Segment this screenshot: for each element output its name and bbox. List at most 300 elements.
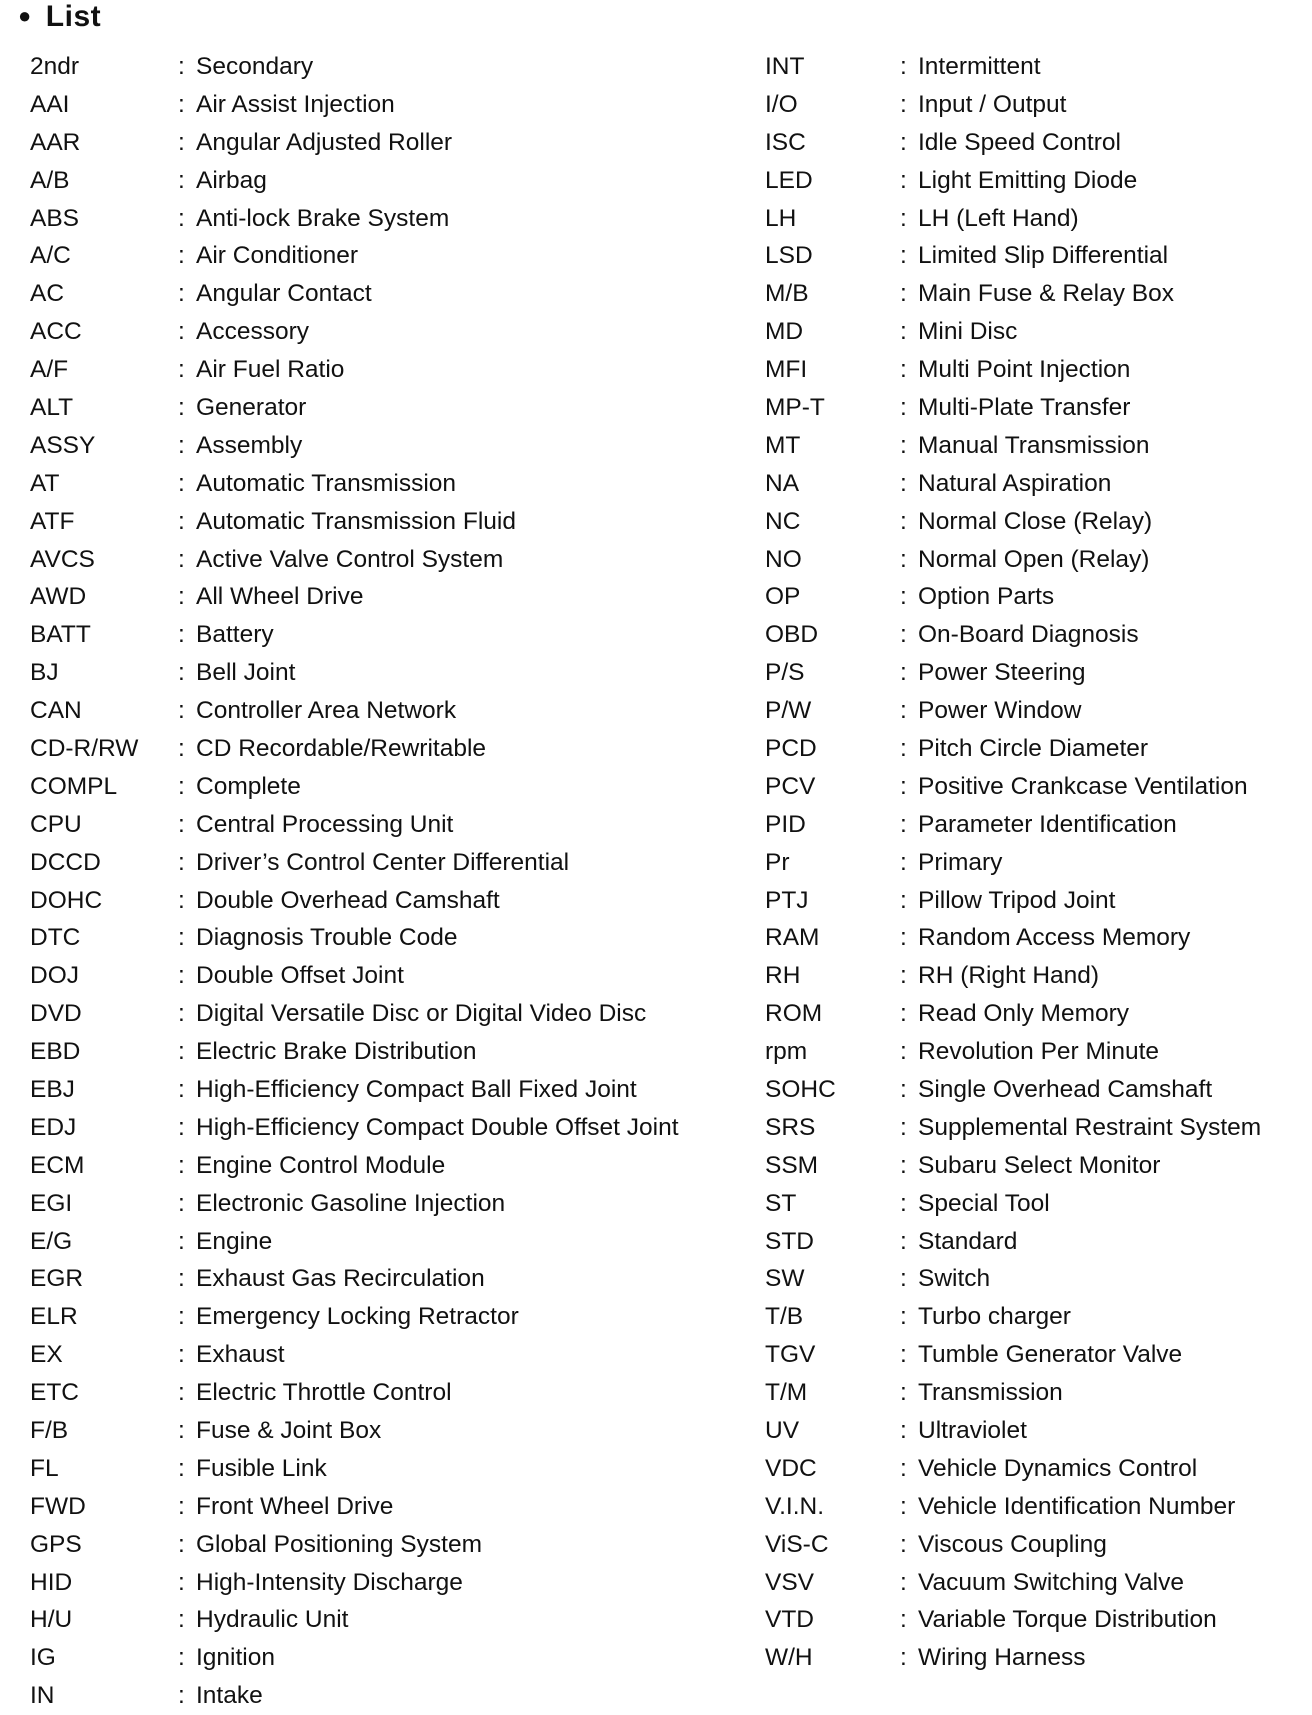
abbreviation-row: [765, 1071, 1305, 1109]
abbreviation-row: [30, 578, 730, 616]
abbreviation: INT: [765, 52, 805, 80]
abbreviation: PID: [765, 810, 806, 838]
abbreviation: NC: [765, 507, 801, 535]
separator-colon: :: [900, 1530, 907, 1558]
abbreviation-row: [30, 541, 730, 579]
definition: Electric Throttle Control: [196, 1379, 452, 1407]
definition: Airbag: [196, 166, 267, 194]
definition: Supplemental Restraint System: [918, 1113, 1262, 1141]
abbreviation-row: [765, 768, 1305, 806]
definition: Random Access Memory: [918, 924, 1191, 952]
definition: Fusible Link: [196, 1454, 327, 1482]
abbreviation: AC: [30, 280, 65, 308]
abbreviation-row: [30, 882, 730, 920]
abbreviation-row: [30, 1602, 730, 1640]
abbreviation-row: [765, 1109, 1305, 1147]
separator-colon: :: [900, 1454, 907, 1482]
abbreviation: DVD: [30, 1000, 82, 1028]
abbreviation-row: [765, 86, 1305, 124]
abbreviation-row: [765, 844, 1305, 882]
abbreviation: EBD: [30, 1038, 81, 1066]
separator-colon: :: [178, 1644, 185, 1672]
abbreviation: AT: [30, 469, 60, 497]
separator-colon: :: [178, 1341, 185, 1369]
separator-colon: :: [178, 318, 185, 346]
separator-colon: :: [900, 1417, 907, 1444]
abbreviation: F/B: [30, 1417, 69, 1444]
definition: RH (Right Hand): [918, 962, 1100, 990]
abbreviation-row: [765, 919, 1305, 957]
definition: Limited Slip Differential: [918, 242, 1169, 270]
abbreviation: STD: [765, 1227, 814, 1255]
abbreviation: ISC: [765, 128, 806, 156]
separator-colon: :: [178, 356, 185, 384]
abbreviation: Pr: [765, 848, 790, 876]
abbreviation-row: [30, 1488, 730, 1526]
separator-colon: :: [178, 1303, 185, 1331]
abbreviation: BJ: [30, 659, 59, 687]
abbreviation-row: [765, 1336, 1305, 1374]
separator-colon: :: [900, 204, 907, 232]
definition: High-Intensity Discharge: [196, 1568, 463, 1596]
definition: Idle Speed Control: [918, 128, 1121, 156]
separator-colon: :: [900, 1644, 907, 1672]
definition: Turbo charger: [918, 1303, 1071, 1331]
definition: Assembly: [196, 431, 303, 459]
separator-colon: :: [900, 1303, 907, 1331]
abbreviation-row: [30, 1336, 730, 1374]
separator-colon: :: [900, 1000, 907, 1028]
abbreviation-row: [30, 654, 730, 692]
separator-colon: :: [900, 962, 907, 990]
separator-colon: :: [178, 924, 185, 952]
abbreviation: VTD: [765, 1606, 814, 1634]
abbreviation-row: [765, 995, 1305, 1033]
abbreviation-row: [30, 237, 730, 275]
abbreviation: AAI: [30, 90, 70, 118]
abbreviation-row: [765, 124, 1305, 162]
abbreviation: ViS-C: [765, 1530, 829, 1558]
definition: Active Valve Control System: [196, 545, 504, 573]
separator-colon: :: [178, 583, 185, 611]
abbreviation: RH: [765, 962, 801, 990]
definition: Engine: [196, 1227, 273, 1255]
separator-colon: :: [900, 166, 907, 194]
abbreviation: ELR: [30, 1303, 78, 1331]
definition: Driver’s Control Center Differential: [196, 848, 570, 876]
abbreviation-row: [765, 578, 1305, 616]
abbreviation-row: [765, 313, 1305, 351]
separator-colon: :: [178, 1151, 185, 1179]
abbreviation-row: [30, 616, 730, 654]
definition: Air Fuel Ratio: [196, 356, 345, 384]
abbreviation: IG: [30, 1644, 56, 1672]
separator-colon: :: [178, 886, 185, 914]
definition: Global Positioning System: [196, 1530, 482, 1558]
definition: Fuse & Joint Box: [196, 1417, 382, 1444]
abbreviation: CPU: [30, 810, 82, 838]
abbreviation: T/B: [765, 1303, 804, 1331]
abbreviation-row: [30, 200, 730, 238]
abbreviation: AAR: [30, 128, 81, 156]
abbreviation: ACC: [30, 318, 82, 346]
abbreviation: EDJ: [30, 1113, 77, 1141]
definition: Positive Crankcase Ventilation: [918, 772, 1248, 800]
definition: Option Parts: [918, 583, 1055, 611]
separator-colon: :: [178, 1189, 185, 1217]
abbreviation-row: [30, 48, 730, 86]
separator-colon: :: [900, 1227, 907, 1255]
separator-colon: :: [900, 242, 907, 270]
abbreviation-row: [765, 616, 1305, 654]
abbreviation-row: [30, 389, 730, 427]
definition: Input / Output: [918, 90, 1067, 118]
abbreviation-row: [765, 730, 1305, 768]
separator-colon: :: [900, 621, 907, 649]
abbreviation-row: [765, 1261, 1305, 1299]
abbreviation: DCCD: [30, 848, 101, 876]
definition: Special Tool: [918, 1189, 1050, 1217]
abbreviation-row: [30, 1298, 730, 1336]
abbreviation-row: [765, 200, 1305, 238]
definition: Hydraulic Unit: [196, 1606, 349, 1634]
abbreviation-row: [30, 1223, 730, 1261]
separator-colon: :: [900, 507, 907, 535]
definition: Engine Control Module: [196, 1151, 446, 1179]
separator-colon: :: [178, 1530, 185, 1558]
abbreviation-row: [30, 1261, 730, 1299]
separator-colon: :: [178, 772, 185, 800]
abbreviation-list-left: [30, 48, 730, 1715]
abbreviation-row: [765, 465, 1305, 503]
abbreviation: W/H: [765, 1644, 813, 1672]
abbreviation: MD: [765, 318, 804, 346]
abbreviation: MT: [765, 431, 801, 459]
definition: Front Wheel Drive: [196, 1492, 394, 1520]
abbreviation: EBJ: [30, 1075, 75, 1103]
abbreviation-row: [30, 995, 730, 1033]
separator-colon: :: [900, 810, 907, 838]
abbreviation: DOJ: [30, 962, 79, 990]
abbreviation: ECM: [30, 1151, 85, 1179]
abbreviation: HID: [30, 1568, 73, 1596]
separator-colon: :: [178, 848, 185, 876]
abbreviation: FL: [30, 1454, 59, 1482]
definition: Electronic Gasoline Injection: [196, 1189, 506, 1217]
abbreviation-row: [30, 86, 730, 124]
abbreviation-row: [30, 768, 730, 806]
abbreviation: SRS: [765, 1113, 816, 1141]
abbreviation: SSM: [765, 1151, 819, 1179]
definition: Diagnosis Trouble Code: [196, 924, 458, 952]
definition: Variable Torque Distribution: [918, 1606, 1217, 1634]
abbreviation: BATT: [30, 621, 91, 649]
separator-colon: :: [900, 848, 907, 876]
separator-colon: :: [178, 545, 185, 573]
definition: Switch: [918, 1265, 991, 1293]
abbreviation: TGV: [765, 1341, 816, 1369]
abbreviation: IN: [30, 1682, 55, 1710]
definition: Controller Area Network: [196, 697, 457, 725]
abbreviation-row: [30, 1450, 730, 1488]
section-title: List: [45, 0, 102, 33]
abbreviation-row: [30, 427, 730, 465]
abbreviation: P/W: [765, 697, 812, 725]
separator-colon: :: [178, 810, 185, 838]
separator-colon: :: [900, 772, 907, 800]
abbreviation: SW: [765, 1265, 805, 1293]
separator-colon: :: [178, 393, 185, 421]
separator-colon: :: [178, 1606, 185, 1634]
definition: Light Emitting Diode: [918, 166, 1138, 194]
separator-colon: :: [178, 621, 185, 649]
abbreviation: DOHC: [30, 886, 103, 914]
abbreviation-row: [765, 1488, 1305, 1526]
definition: Main Fuse & Relay Box: [918, 280, 1174, 308]
abbreviation: LED: [765, 166, 813, 194]
separator-colon: :: [178, 1113, 185, 1141]
abbreviation: H/U: [30, 1606, 73, 1634]
definition: Air Assist Injection: [196, 90, 395, 118]
abbreviation: LH: [765, 204, 797, 232]
definition: Central Processing Unit: [196, 810, 454, 838]
definition: Exhaust: [196, 1341, 285, 1369]
definition: Transmission: [918, 1379, 1063, 1407]
abbreviation-row: [30, 1109, 730, 1147]
separator-colon: :: [900, 1113, 907, 1141]
abbreviation: I/O: [765, 90, 798, 118]
abbreviation: VDC: [765, 1454, 817, 1482]
separator-colon: :: [900, 1606, 907, 1634]
definition: Secondary: [196, 52, 314, 80]
separator-colon: :: [900, 356, 907, 384]
definition: Digital Versatile Disc or Digital Video Disc: [196, 1000, 647, 1028]
definition: Natural Aspiration: [918, 469, 1112, 497]
separator-colon: :: [178, 659, 185, 687]
abbreviation: T/M: [765, 1379, 808, 1407]
separator-colon: :: [178, 1379, 185, 1407]
separator-colon: :: [178, 204, 185, 232]
abbreviation: PCD: [765, 734, 817, 762]
separator-colon: :: [900, 431, 907, 459]
abbreviation-row: [765, 1185, 1305, 1223]
abbreviation-row: [765, 806, 1305, 844]
abbreviation: AVCS: [30, 545, 95, 573]
separator-colon: :: [900, 1189, 907, 1217]
definition: Intake: [196, 1682, 263, 1710]
abbreviation-row: [30, 351, 730, 389]
abbreviation-row: [765, 957, 1305, 995]
abbreviation: MFI: [765, 356, 808, 384]
abbreviation-row: [30, 275, 730, 313]
definition: Subaru Select Monitor: [918, 1151, 1161, 1179]
abbreviation: UV: [765, 1417, 800, 1444]
separator-colon: :: [178, 1000, 185, 1028]
definition: Primary: [918, 848, 1003, 876]
definition: Parameter Identification: [918, 810, 1177, 838]
separator-colon: :: [900, 1568, 907, 1596]
separator-colon: :: [900, 734, 907, 762]
separator-colon: :: [178, 431, 185, 459]
bullet-icon: ●: [18, 3, 32, 28]
separator-colon: :: [178, 242, 185, 270]
abbreviation-row: [30, 1526, 730, 1564]
abbreviation-row: [30, 1185, 730, 1223]
definition: Exhaust Gas Recirculation: [196, 1265, 485, 1293]
definition: Double Offset Joint: [196, 962, 404, 990]
separator-colon: :: [900, 393, 907, 421]
definition: Single Overhead Camshaft: [918, 1075, 1213, 1103]
separator-colon: :: [178, 1454, 185, 1482]
abbreviation: PTJ: [765, 886, 809, 914]
separator-colon: :: [900, 545, 907, 573]
abbreviation-row: [30, 1677, 730, 1715]
definition: Pitch Circle Diameter: [918, 734, 1149, 762]
separator-colon: :: [178, 1038, 185, 1066]
abbreviation: ABS: [30, 204, 80, 232]
definition: Air Conditioner: [196, 242, 359, 270]
separator-colon: :: [900, 1151, 907, 1179]
abbreviation-row: [765, 389, 1305, 427]
separator-colon: :: [900, 583, 907, 611]
abbreviation: AWD: [30, 583, 87, 611]
abbreviation-row: [765, 162, 1305, 200]
abbreviation: A/C: [30, 242, 71, 270]
abbreviation: ASSY: [30, 431, 96, 459]
definition: Normal Open (Relay): [918, 545, 1150, 573]
abbreviation: SOHC: [765, 1075, 836, 1103]
abbreviation-row: [30, 1071, 730, 1109]
definition: High-Efficiency Compact Double Offset Joint: [196, 1113, 679, 1141]
definition: Vacuum Switching Valve: [918, 1568, 1184, 1596]
abbreviation-row: [765, 275, 1305, 313]
definition: Angular Contact: [196, 280, 372, 308]
separator-colon: :: [178, 962, 185, 990]
abbreviation: OBD: [765, 621, 819, 649]
abbreviation: MP-T: [765, 393, 825, 421]
abbreviation-row: [765, 503, 1305, 541]
separator-colon: :: [900, 886, 907, 914]
definition: Electric Brake Distribution: [196, 1038, 477, 1066]
definition: Tumble Generator Valve: [918, 1341, 1183, 1369]
separator-colon: :: [178, 166, 185, 194]
abbreviation-row: [765, 1147, 1305, 1185]
abbreviation: LSD: [765, 242, 813, 270]
definition: Angular Adjusted Roller: [196, 128, 453, 156]
abbreviation-row: [30, 503, 730, 541]
definition: Multi-Plate Transfer: [918, 393, 1131, 421]
abbreviation-row: [765, 1526, 1305, 1564]
abbreviation-row: [30, 1374, 730, 1412]
abbreviation-row: [765, 1639, 1305, 1677]
separator-colon: :: [178, 1682, 185, 1710]
definition: Revolution Per Minute: [918, 1038, 1160, 1066]
section-heading: [18, 0, 101, 34]
separator-colon: :: [178, 1492, 185, 1520]
abbreviation: A/F: [30, 356, 69, 384]
abbreviation: VSV: [765, 1568, 815, 1596]
abbreviation: EGR: [30, 1265, 84, 1293]
abbreviation: EGI: [30, 1189, 73, 1217]
definition: Emergency Locking Retractor: [196, 1303, 519, 1331]
abbreviation-row: [765, 1298, 1305, 1336]
separator-colon: :: [900, 1492, 907, 1520]
abbreviation-row: [30, 957, 730, 995]
separator-colon: :: [178, 1568, 185, 1596]
abbreviation-row: [30, 806, 730, 844]
separator-colon: :: [900, 280, 907, 308]
definition: Multi Point Injection: [918, 356, 1131, 384]
separator-colon: :: [178, 1417, 185, 1444]
abbreviation: 2ndr: [30, 52, 80, 80]
definition: Ultraviolet: [918, 1417, 1027, 1444]
abbreviation-list-right: [765, 48, 1305, 1677]
abbreviation-row: [30, 465, 730, 503]
separator-colon: :: [900, 1075, 907, 1103]
definition: Automatic Transmission: [196, 469, 457, 497]
abbreviation-row: [765, 351, 1305, 389]
abbreviation-row: [765, 1412, 1305, 1450]
abbreviation-row: [30, 313, 730, 351]
definition: Bell Joint: [196, 659, 296, 687]
abbreviation-row: [30, 919, 730, 957]
abbreviation: E/G: [30, 1227, 73, 1255]
definition: All Wheel Drive: [196, 583, 364, 611]
abbreviation-row: [30, 124, 730, 162]
abbreviation: ALT: [30, 393, 74, 421]
abbreviation-row: [765, 427, 1305, 465]
definition: Vehicle Dynamics Control: [918, 1454, 1198, 1482]
definition: Power Steering: [918, 659, 1086, 687]
separator-colon: :: [900, 697, 907, 725]
separator-colon: :: [178, 280, 185, 308]
separator-colon: :: [178, 90, 185, 118]
abbreviation: EX: [30, 1341, 63, 1369]
abbreviation: FWD: [30, 1492, 86, 1520]
definition: Battery: [196, 621, 274, 649]
abbreviation: NO: [765, 545, 802, 573]
definition: Standard: [918, 1227, 1018, 1255]
separator-colon: :: [900, 1265, 907, 1293]
abbreviation-row: [30, 162, 730, 200]
separator-colon: :: [900, 318, 907, 346]
definition: Intermittent: [918, 52, 1041, 80]
abbreviation: ST: [765, 1189, 797, 1217]
definition: Read Only Memory: [918, 1000, 1130, 1028]
abbreviation: DTC: [30, 924, 81, 952]
separator-colon: :: [900, 469, 907, 497]
abbreviation: rpm: [765, 1038, 808, 1066]
separator-colon: :: [900, 1038, 907, 1066]
separator-colon: :: [178, 469, 185, 497]
abbreviation: GPS: [30, 1530, 82, 1558]
separator-colon: :: [178, 1227, 185, 1255]
separator-colon: :: [178, 734, 185, 762]
separator-colon: :: [178, 128, 185, 156]
abbreviation-row: [765, 692, 1305, 730]
abbreviation-row: [30, 1564, 730, 1602]
definition: Automatic Transmission Fluid: [196, 507, 516, 535]
abbreviation-row: [30, 692, 730, 730]
separator-colon: :: [900, 924, 907, 952]
abbreviation-row: [30, 1147, 730, 1185]
abbreviation: ROM: [765, 1000, 823, 1028]
definition: Ignition: [196, 1644, 276, 1672]
definition: LH (Left Hand): [918, 204, 1079, 232]
definition: Generator: [196, 393, 307, 421]
separator-colon: :: [178, 507, 185, 535]
abbreviation: ETC: [30, 1379, 79, 1407]
